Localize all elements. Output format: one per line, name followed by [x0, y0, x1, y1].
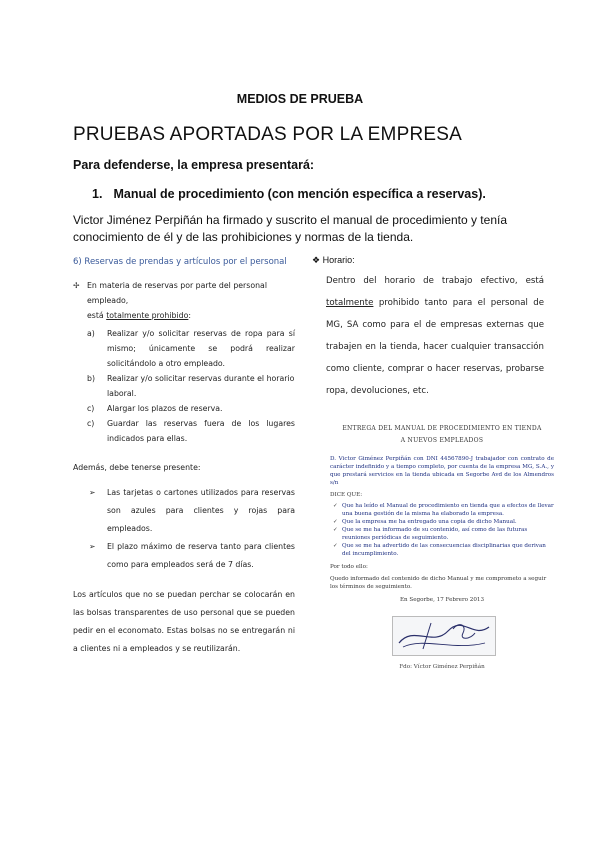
intro-paragraph: Victor Jiménez Perpiñán ha firmado y suscrito el manual de procedimiento y tenía conocimiento de él y de las prohibiciones y normas de la tienda. — [73, 213, 507, 244]
arrow-bullet-1 — [73, 484, 295, 538]
horario-heading — [312, 255, 544, 266]
signature-image — [392, 616, 496, 656]
check-text: Que se me ha advertido de las consecuencias disciplinarias que derivan del incumplimiento. — [342, 543, 546, 557]
subheading: Para defenderse, la empresa presentará: — [73, 158, 315, 172]
dice-que: DICE QUE: — [330, 492, 363, 498]
check-text: Que se me ha informado de su contenido, así como de las futuras reuniones periódicas de seguimiento. — [342, 527, 528, 541]
por-todo-ello: Por todo ello: — [330, 564, 368, 570]
section-title: MEDIOS DE PRUEBA — [236, 92, 364, 106]
check-item — [330, 502, 554, 518]
item-label: a) — [87, 329, 95, 338]
receipt-subtitle: A NUEVOS EMPLEADOS — [400, 437, 484, 444]
item-number: 1. — [92, 187, 103, 201]
bullet-text: El plazo máximo de reserva tanto para clientes como para empleados será de 7 días. — [107, 542, 295, 569]
check-icon: ✓ — [333, 503, 338, 509]
bullet-text: En materia de reservas por parte del personal empleado, — [87, 281, 267, 305]
manual-delivery-receipt — [330, 423, 554, 604]
item-text: Realizar y/o solicitar reservas de ropa para sí mismo; únicamente se podrá realizar solicitándolo a otro empleado. — [107, 329, 295, 368]
arrow-bullet-icon: ➢ — [89, 542, 96, 551]
numbered-item — [92, 187, 486, 201]
check-icon: ✓ — [333, 519, 338, 525]
item-text: Manual de procedimiento (con mención específica a reservas). — [113, 187, 486, 201]
cross-bullet-icon: ✢ — [73, 281, 80, 290]
check-text: Que la empresa me ha entregado una copia de dicho Manual. — [342, 519, 517, 525]
list-item-c1 — [73, 401, 295, 416]
check-text: Que ha leído el Manual de procedimiento en tienda que a efectos de llevar una buena gestión de la misma ha elaborado la empresa. — [342, 503, 554, 517]
item-label: b) — [87, 374, 95, 383]
queda-informado: Quedo informado del contenido de dicho Manual y me comprometo a seguir los términos de seguimiento. — [330, 576, 547, 590]
ademas-line: Además, debe tenerse presente: — [73, 463, 201, 472]
bullet-text-2: está — [87, 311, 107, 320]
underlined-phrase: totalmente prohibido — [106, 311, 189, 320]
item-label: c) — [87, 404, 95, 413]
horario-label: Horario: — [322, 255, 355, 265]
item-text: Realizar y/o solicitar reservas durante el horario laboral. — [107, 374, 295, 398]
excerpt-heading: 6) Reservas de prendas y artículos por el personal — [73, 257, 287, 267]
paragraph-start: Dentro del horario de trabajo efectivo, está — [326, 276, 544, 286]
check-icon: ✓ — [333, 543, 338, 549]
arrow-bullet-2 — [73, 538, 295, 574]
manual-excerpt-reservas — [73, 255, 295, 658]
item-label: c) — [87, 419, 95, 428]
diamond-bullet-icon: ❖ — [312, 255, 321, 265]
list-item-b — [73, 371, 295, 401]
list-item-a — [73, 326, 295, 371]
check-item — [330, 518, 554, 526]
item-text: Alargar los plazos de reserva. — [107, 404, 223, 413]
manual-excerpt-horario — [312, 255, 544, 402]
receipt-title: ENTREGA DEL MANUAL DE PROCEDIMIENTO EN TIENDA — [342, 425, 542, 432]
signature-scribble — [393, 617, 495, 655]
bullet-text: Las tarjetas o cartones utilizados para reservas son azules para clientes y rojas para empleados. — [107, 488, 295, 533]
colon: : — [188, 311, 192, 320]
prohibition-bullet — [73, 278, 295, 323]
bags-paragraph: Los artículos que no se puedan perchar se colocarán en las bolsas transparentes de uso personal que se pueden pedir en el economato. Estas bolsas no se entregarán ni a clientes ni a empleados y se reutilizarán. — [73, 590, 295, 653]
main-heading: PRUEBAS APORTADAS POR LA EMPRESA — [73, 124, 462, 145]
underlined-word: totalmente — [326, 298, 374, 308]
list-item-c2 — [73, 416, 295, 446]
arrow-bullet-icon: ➢ — [89, 488, 96, 497]
check-item — [330, 542, 554, 558]
paragraph-rest: prohibido tanto para el personal de MG, SA como para el de empresas externas que trabajen en la tienda, hacer cualquier transacción como cliente, comprar o hacer reservas, probarse ropa, devoluciones, etc. — [326, 298, 544, 396]
place-date: En Segorbe, 17 Febrero 2013 — [399, 597, 485, 603]
signer-caption: Fdo: Víctor Giménez Perpiñán — [399, 664, 485, 670]
horario-paragraph — [312, 270, 544, 402]
check-item — [330, 526, 554, 542]
check-icon: ✓ — [333, 527, 338, 533]
item-text: Guardar las reservas fuera de los lugares indicados para ellas. — [107, 419, 295, 443]
receipt-body: D. Victor Giménez Perpiñán con DNI 44567890-J trabajador con contrato de carácter indefinido y a tiempo completo, por cuenta de la empresa MG, S.A., y que prestará servicios en la tienda ubicada en Segorbe Avd de los Almendros s/n — [330, 456, 554, 486]
